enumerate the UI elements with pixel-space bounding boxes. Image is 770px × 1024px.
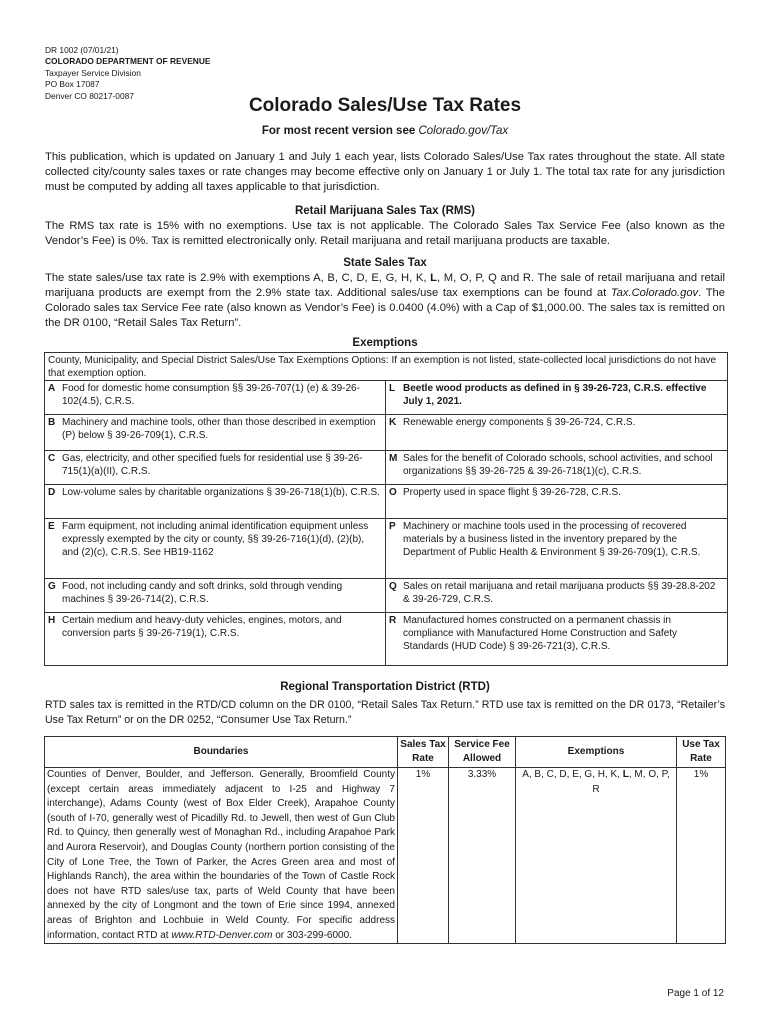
exemption-code: M [389, 453, 398, 464]
exemptions-table [44, 352, 728, 666]
exemption-description: Manufactured homes constructed on a permanent chassis in compliance with Manufactured Home Construction and Safety Standards (HUD Code) § 39-26-721(3), C.R.S. [403, 615, 678, 652]
exemption-code: R [389, 615, 397, 626]
table-row [45, 613, 727, 665]
exemption-description: Sales on retail marijuana and retail marijuana products §§ 39-28.8-202 & 39-26-729, C.R.S. [403, 581, 716, 605]
exemption-cell [45, 579, 386, 612]
boundaries-text: Counties of Denver, Boulder, and Jefferson. Generally, Broomfield County (except certain areas immediately adjacent to I-25 and Highway 7 interchange), Adams County (west of Box Elder Creek), Arapahoe County (south of I-70, generally west of Picadilly Rd. to Jewell, then west of Gun Club Rd. to Quincy, then generally west of Monaghan Rd., including Arapahoe Park and Aurora Reservoir), and Douglas County (northern portion consisting of the City of Lone Tree, the Town of Parker, the Acres Green area and most of Highlands Ranch), the area within the boundaries of the Town of Castle Rock does not have RTD sales/use tax, parts of Weld County that have been annexed by the city of Longmont and the town of Erie since 1994, annexed areas of Brighton and Lochbuie in Weld County. For specific address information, contact RTD at [47, 769, 395, 941]
rtd-sales-tax-rate: 1% [398, 768, 449, 944]
exemption-code: B [48, 417, 56, 428]
exemption-code: A [48, 383, 56, 394]
exemption-description: Food for domestic home consumption §§ 39-26-707(1) (e) & 39-26-102(4.5), C.R.S. [62, 383, 360, 407]
department-name: COLORADO DEPARTMENT OF REVENUE [45, 56, 211, 67]
exemption-cell [386, 485, 727, 518]
exemption-description: Property used in space flight § 39-26-728, C.R.S. [403, 487, 621, 498]
state-tax-paragraph [45, 271, 725, 331]
rtd-exemptions-a: A, B, C, D, E, G, H, K, [522, 769, 623, 780]
exemption-code: O [389, 487, 397, 498]
exemption-cell [386, 579, 727, 612]
table-row [45, 579, 727, 613]
col-boundaries: Boundaries [45, 737, 398, 768]
exemption-cell [386, 519, 727, 578]
exemption-cell [45, 485, 386, 518]
rtd-website-link[interactable]: www.RTD-Denver.com [171, 929, 273, 941]
boundaries-end: or 303-299-6000. [272, 929, 352, 941]
exemption-code: P [389, 521, 396, 532]
colorado-gov-link[interactable]: Colorado.gov/Tax [418, 125, 509, 137]
rtd-use-tax-rate: 1% [677, 768, 726, 944]
state-text-bold: L [430, 272, 437, 284]
tax-colorado-link[interactable]: Tax.Colorado.gov [610, 287, 699, 299]
exemption-cell [45, 519, 386, 578]
table-row [45, 381, 727, 415]
col-exemptions: Exemptions [516, 737, 677, 768]
exemption-description: Low-volume sales by charitable organizations § 39-26-718(1)(b), C.R.S. [62, 487, 380, 498]
exemption-code: K [389, 417, 397, 428]
exemption-description: Renewable energy components § 39-26-724, C.R.S. [403, 417, 636, 428]
exemptions-intro: County, Municipality, and Special District Sales/Use Tax Exemptions Options: If an exemption is not listed, state-collected local jurisdictions do not have that exemption option. [45, 353, 727, 381]
exemption-cell [45, 613, 386, 665]
exemption-code: D [48, 487, 56, 498]
col-use-tax-rate: Use Tax Rate [677, 737, 726, 768]
exemption-description: Sales for the benefit of Colorado schools, school activities, and school organizations §§ 39-26-725 & 39-26-718(1)(c), C.R.S. [403, 453, 713, 477]
exemption-cell [45, 451, 386, 484]
rms-paragraph: The RMS tax rate is 15% with no exemptions. Use tax is not applicable. The Colorado Sales Tax Service Fee (also known as the Vendor’s Fee) is 0%. Tax is remitted electronically only. Retail marijuana and retail marijuana products are taxable. [45, 220, 725, 247]
rtd-table-header-row [45, 737, 726, 768]
rms-heading: Retail Marijuana Sales Tax (RMS) [294, 205, 475, 217]
rtd-exemptions-b: , M, O, P, R [592, 769, 670, 795]
exemption-code: H [48, 615, 56, 626]
table-row [45, 519, 727, 579]
exemption-code: Q [389, 581, 397, 592]
exemption-code: G [48, 581, 56, 592]
rtd-heading: Regional Transportation District (RTD) [280, 681, 490, 693]
state-text-c: . The Colorado sales tax Service Fee rate (also known as Vendor’s Fee) is 0.0400 (4.0%) with a Cap of $1,000.00. The sales tax is remitted on the DR 0100, “Retail Sales Tax Return”. [45, 287, 726, 329]
exemption-description: Food, not including candy and soft drinks, sold through vending machines § 39-26-714(2), C.R.S. [62, 581, 343, 605]
exemption-description: Machinery or machine tools used in the processing of recovered materials by a business listed in the inventory prepared by the Department of Public Health & Environment § 39-26-709(1), C.R.S. [403, 521, 701, 558]
table-row [45, 415, 727, 451]
exemption-description: Farm equipment, not including animal identification equipment unless expressly exempted by the city or county, §§ 39-26-716(1)(d), (2)(b), and (2)(c), C.R.S. See HB19-1162 [62, 521, 369, 558]
city-address: Denver CO 80217-0087 [45, 90, 134, 101]
rtd-exemptions-bold: L [622, 769, 629, 780]
division-name: Taxpayer Service Division [45, 67, 141, 78]
table-row [45, 485, 727, 519]
subtitle-prefix: For most recent version see [261, 125, 419, 137]
table-row [45, 768, 726, 944]
exemption-code: E [48, 521, 55, 532]
exemption-description: Beetle wood products as defined in § 39-26-723, C.R.S. effective July 1, 2021. [403, 383, 707, 407]
exemption-cell [45, 415, 386, 450]
rtd-paragraph: RTD sales tax is remitted in the RTD/CD column on the DR 0100, “Retail Sales Tax Return.” RTD use tax is remitted on the DR 0173, “Retailer’s Use Tax Return” or on the DR 0252, “Consumer Use Tax Return.” [45, 699, 725, 726]
page-number: Page 1 of 12 [667, 988, 724, 999]
table-row [45, 451, 727, 485]
rtd-exemptions [516, 768, 677, 944]
exemption-cell [386, 613, 727, 665]
exemption-description: Gas, electricity, and other specified fuels for residential use § 39-26-715(1)(a)(II), C.R.S. [62, 453, 363, 477]
state-tax-heading: State Sales Tax [343, 257, 427, 269]
page-subtitle [0, 125, 770, 137]
col-service-fee: Service Fee Allowed [449, 737, 516, 768]
exemption-description: Machinery and machine tools, other than those described in exemption (P) below § 39-26-709(1), C.R.S. [62, 417, 376, 441]
exemption-cell [386, 381, 727, 414]
rtd-service-fee: 3.33% [449, 768, 516, 944]
rtd-table [44, 736, 726, 944]
exemption-cell [386, 415, 727, 450]
exemption-cell [45, 381, 386, 414]
col-sales-tax-rate: Sales Tax Rate [398, 737, 449, 768]
document-header [45, 45, 211, 102]
po-box: PO Box 17087 [45, 79, 100, 90]
exemptions-heading: Exemptions [352, 337, 418, 349]
intro-paragraph: This publication, which is updated on January 1 and July 1 each year, lists Colorado Sales/Use Tax rates throughout the state. All state collected city/county sales taxes or rate changes may become effective only on January 1 or July 1. The total tax rate for any jurisdiction must be computed by adding all taxes applicable to that jurisdiction. [45, 151, 725, 193]
page-title: Colorado Sales/Use Tax Rates [248, 95, 522, 116]
exemption-code: L [389, 383, 396, 394]
state-text-b: , M, O, P, Q and R. The sale of retail marijuana and retail marijuana products are exempt from the 2.9% state tax. Additional sales/use tax exemptions can be found at [45, 272, 725, 299]
exemption-code: C [48, 453, 56, 464]
form-number: DR 1002 (07/01/21) [45, 45, 119, 55]
rtd-boundaries-cell [45, 768, 398, 944]
exemption-description: Certain medium and heavy-duty vehicles, engines, motors, and conversion parts § 39-26-719(1), C.R.S. [62, 615, 342, 639]
state-text-a: The state sales/use tax rate is 2.9% with exemptions A, B, C, D, E, G, H, K, [45, 272, 431, 284]
exemption-cell [386, 451, 727, 484]
